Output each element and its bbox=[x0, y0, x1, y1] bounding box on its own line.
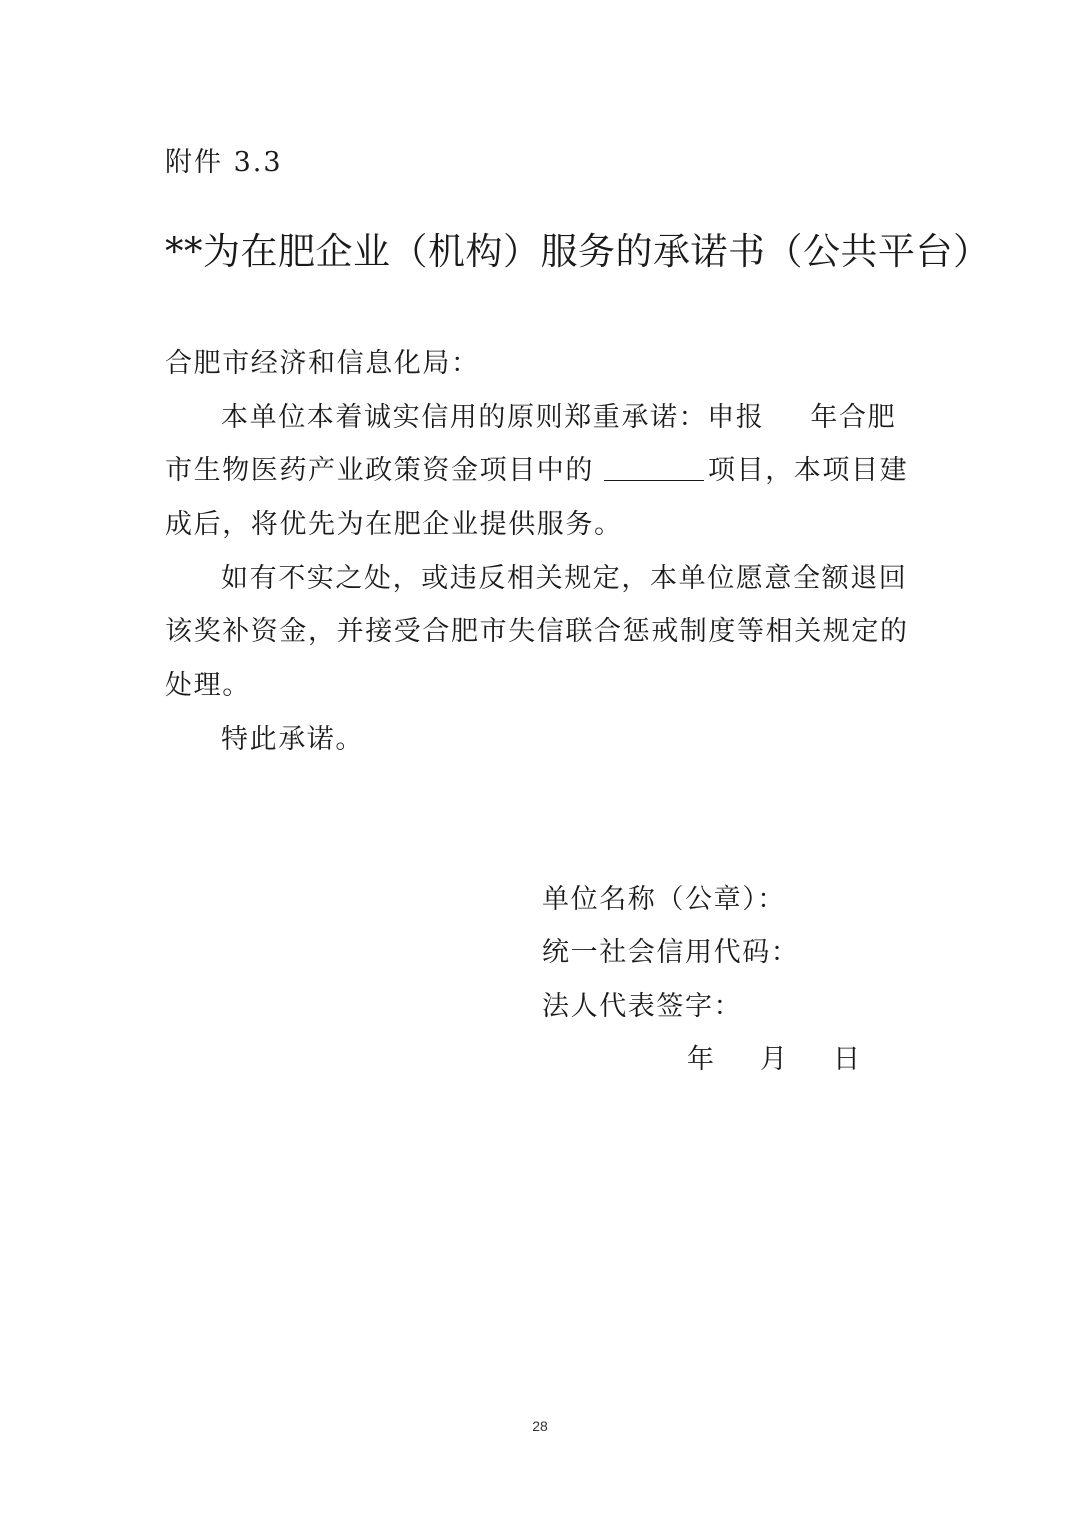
project-name-blank bbox=[604, 454, 704, 481]
paragraph-2-line-2: 该奖补资金，并接受合肥市失信联合惩戒制度等相关规定的 bbox=[165, 616, 909, 647]
paragraph-1-line-1-text-end: 年合肥 bbox=[810, 402, 897, 433]
date-day: 日 bbox=[833, 1044, 860, 1075]
signature-credit-code: 统一社会信用代码： bbox=[542, 937, 800, 968]
page-number: 28 bbox=[532, 1418, 548, 1434]
paragraph-1-line-2 bbox=[165, 451, 908, 491]
addressee: 合肥市经济和信息化局： bbox=[165, 348, 480, 379]
signature-unit-name: 单位名称（公章）： bbox=[542, 884, 786, 915]
document-title: **为在肥企业（机构）服务的承诺书（公共平台） bbox=[165, 230, 991, 273]
paragraph-1-line-3: 成后，将优先为在肥企业提供服务。 bbox=[165, 509, 623, 540]
paragraph-1-line-2-text: 市生物医药产业政策资金项目中的 bbox=[165, 455, 594, 486]
paragraph-1-line-2-text-end: 项目，本项目建 bbox=[708, 455, 909, 486]
date-year: 年 bbox=[687, 1044, 714, 1075]
date-month: 月 bbox=[760, 1044, 787, 1075]
attachment-label: 附件 3.3 bbox=[165, 147, 283, 178]
signature-legal-rep: 法人代表签字： bbox=[542, 991, 743, 1022]
paragraph-1-line-1 bbox=[221, 398, 896, 438]
paragraph-1-line-1-text: 本单位本着诚实信用的原则郑重承诺：申报 bbox=[221, 402, 765, 433]
paragraph-2-line-1: 如有不实之处，或违反相关规定，本单位愿意全额退回 bbox=[221, 563, 908, 594]
paragraph-2-line-3: 处理。 bbox=[165, 670, 251, 701]
closing-statement: 特此承诺。 bbox=[221, 724, 364, 755]
